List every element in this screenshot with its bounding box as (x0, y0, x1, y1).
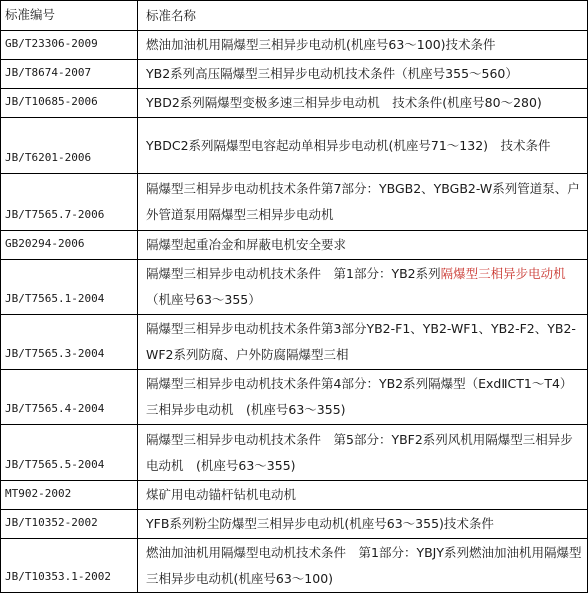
standard-name-part: （机座号63～355） (146, 292, 261, 307)
standard-name: YBDC2系列隔爆型电容起动单相异步电动机(机座号71～132) 技术条件 (138, 118, 588, 174)
standard-code: JB/T7565.4-2004 (1, 370, 138, 425)
table-row (1, 481, 588, 510)
standard-code: JB/T7565.3-2004 (1, 315, 138, 370)
standard-name: 隔爆型三相异步电动机技术条件 第5部分：YBF2系列风机用隔爆型三相异步电动机 (机座号63～355) (138, 425, 588, 481)
standard-name: 隔爆型起重冶金和屏蔽电机安全要求 (138, 231, 588, 260)
standard-name-part: 隔爆型三相异步电动机技术条件 第1部分：YB2系列 (146, 266, 441, 281)
standard-code: JB/T7565.1-2004 (1, 260, 138, 315)
standard-code: JB/T10352-2002 (1, 510, 138, 539)
table-row (1, 60, 588, 89)
standard-code: JB/T6201-2006 (1, 118, 138, 174)
table-row (1, 510, 588, 539)
table-header-row (1, 1, 588, 31)
standard-code: JB/T7565.5-2004 (1, 425, 138, 481)
standard-code: GB20294-2006 (1, 231, 138, 260)
standard-name: YB2系列高压隔爆型三相异步电动机技术条件（机座号355～560） (138, 60, 588, 89)
standard-name (138, 260, 588, 315)
header-name: 标准名称 (138, 1, 588, 31)
highlighted-text: 隔爆型三相异步电动机 (440, 266, 566, 281)
standard-name: 燃油加油机用隔爆型三相异步电动机(机座号63～100)技术条件 (138, 31, 588, 60)
standard-name: 隔爆型三相异步电动机技术条件第7部分：YBGB2、YBGB2-W系列管道泵、户外管道泵用隔爆型三相异步电动机 (138, 174, 588, 231)
standard-name: YBD2系列隔爆型变极多速三相异步电动机 技术条件(机座号80～280) (138, 89, 588, 118)
table-row (1, 539, 588, 593)
standard-code: JB/T8674-2007 (1, 60, 138, 89)
standard-name: 煤矿用电动锚杆钻机电动机 (138, 481, 588, 510)
standard-name: 隔爆型三相异步电动机技术条件第3部分YB2-F1、YB2-WF1、YB2-F2、YB2-WF2系列防腐、户外防腐隔爆型三相 (138, 315, 588, 370)
table-row (1, 370, 588, 425)
standard-name: YFB系列粉尘防爆型三相异步电动机(机座号63～355)技术条件 (138, 510, 588, 539)
table-row (1, 425, 588, 481)
standard-code: MT902-2002 (1, 481, 138, 510)
table-row (1, 260, 588, 315)
table-row (1, 315, 588, 370)
table-row (1, 31, 588, 60)
table-row (1, 118, 588, 174)
standard-code: JB/T10353.1-2002 (1, 539, 138, 593)
standard-code: JB/T7565.7-2006 (1, 174, 138, 231)
table-row (1, 89, 588, 118)
standard-name: 隔爆型三相异步电动机技术条件第4部分：YB2系列隔爆型（ExdⅡCT1～T4）三相异步电动机 (机座号63～355) (138, 370, 588, 425)
table-row (1, 231, 588, 260)
standard-code: JB/T10685-2006 (1, 89, 138, 118)
header-code: 标准编号 (1, 1, 138, 31)
standard-name: 燃油加油机用隔爆型电动机技术条件 第1部分：YBJY系列燃油加油机用隔爆型三相异步电动机(机座号63～100) (138, 539, 588, 593)
table-row (1, 174, 588, 231)
standard-code: GB/T23306-2009 (1, 31, 138, 60)
